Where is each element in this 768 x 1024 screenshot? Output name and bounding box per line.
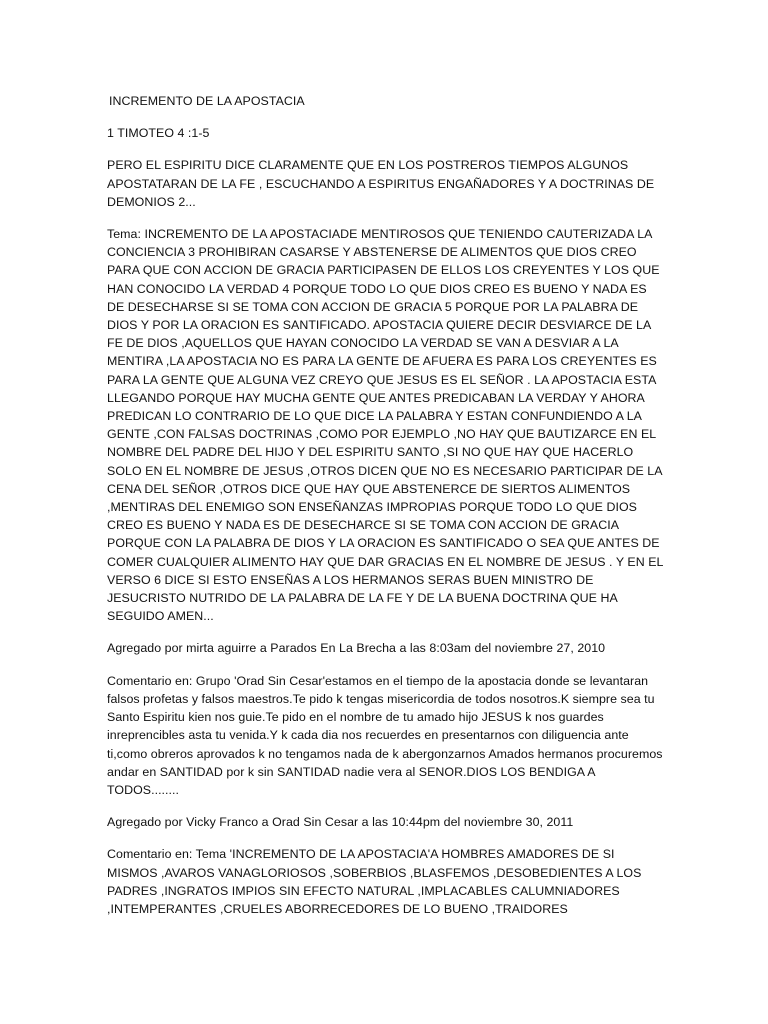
document-title: INCREMENTO DE LA APOSTACIA: [109, 94, 305, 108]
theme-paragraph: Tema: INCREMENTO DE LA APOSTACIADE MENTIROSOS QUE TENIENDO CAUTERIZADA LA CONCIENCIA 3 PROHIBIRAN CASARSE Y ABSTENERSE DE ALIMENTOS QUE DIOS CREO PARA QUE CON ACCION DE GRACIA PARTICIPASEN DE ELLOS LOS CREYENTES Y LOS QUE HAN CONOCIDO LA VERDAD 4 PORQUE TODO LO QUE DIOS CREO ES BUENO Y NADA ES DE DESECHARSE SI SE TOMA CON ACCION DE GRACIA 5 PORQUE POR LA PALABRA DE DIOS Y POR LA ORACION ES SANTIFICADO. APOSTACIA QUIERE DECIR DESVIARCE DE LA FE DE DIOS ,AQUELLOS QUE HAYAN CONOCIDO LA VERDAD SE VAN A DESVIAR A LA MENTIRA ,LA APOSTACIA NO ES PARA LA GENTE DE AFUERA ES PARA LOS CREYENTES ES PARA LA GENTE QUE ALGUNA VEZ CREYO QUE JESUS ES EL SEÑOR . LA APOSTACIA ESTA LLEGANDO PORQUE HAY MUCHA GENTE QUE ANTES PREDICABAN LA VERDAY Y AHORA PREDICAN LO CONTRARIO DE LO QUE DICE LA PALABRA Y ESTAN CONFUNDIENDO A LA GENTE ,CON FALSAS DOCTRINAS ,COMO POR EJEMPLO ,NO HAY QUE BAUTIZARCE EN EL NOMBRE DEL PADRE DEL HIJO Y DEL ESPIRITU SANTO ,SI NO QUE HAY QUE HACERLO SOLO EN EL NOMBRE DE JESUS ,OTROS DICEN QUE NO ES NECESARIO PARTICIPAR DE LA CENA DEL SEÑOR ,OTROS DICE QUE HAY QUE ABSTENERCE DE SIERTOS ALIMENTOS ,MENTIRAS DEL ENEMIGO SON ENSEÑANZAS IMPROPIAS PORQUE TODO LO QUE DIOS CREO ES BUENO Y NADA ES DE DESECHARCE SI SE TOMA CON ACCION DE GRACIA PORQUE CON LA PALABRA DE DIOS Y LA ORACION ES SANTIFICADO O SEA QUE ANTES DE COMER CUALQUIER ALIMENTO HAY QUE DAR GRACIAS EN EL NOMBRE DE JESUS . Y EN EL VERSO 6 DICE SI ESTO ENSEÑAS A LOS HERMANOS SERAS BUEN MINISTRO DE JESUCRISTO NUTRIDO DE LA PALABRA DE LA FE Y DE LA BUENA DOCTRINA QUE HA SEGUIDO AMEN...: [107, 227, 664, 624]
scripture-verse: PERO EL ESPIRITU DICE CLARAMENTE QUE EN LOS POSTREROS TIEMPOS ALGUNOS APOSTATARAN DE LA FE , ESCUCHANDO A ESPIRITUS ENGAÑADORES Y A DOCTRINAS DE DEMONIOS 2...: [107, 158, 655, 209]
document-body: [107, 92, 667, 932]
added-by-line-2: Agregado por Vicky Franco a Orad Sin Cesar a las 10:44pm del noviembre 30, 2011: [107, 815, 574, 830]
scripture-reference: 1 TIMOTEO 4 :1-5: [107, 126, 210, 141]
comment-paragraph-2: Comentario en: Tema 'INCREMENTO DE LA APOSTACIA'A HOMBRES AMADORES DE SI MISMOS ,AVAROS VANAGLORIOSOS ,SOBERBIOS ,BLASFEMOS ,DESOBEDIENTES A LOS PADRES ,INGRATOS IMPIOS SIN EFECTO NATURAL ,IMPLACABLES CALUMNIADORES ,INTEMPERANTES ,CRUELES ABORRECEDORES DE LO BUENO ,TRAIDORES: [107, 847, 642, 916]
added-by-line-1: Agregado por mirta aguirre a Parados En La Brecha a las 8:03am del noviembre 27, 2010: [107, 641, 606, 656]
comment-paragraph-1: Comentario en: Grupo 'Orad Sin Cesar'estamos en el tiempo de la apostacia donde se levantaran falsos profetas y falsos maestros.Te pido k tengas misericordia de todos nosotros.K siempre sea tu Santo Espiritu kien nos guie.Te pido en el nombre de tu amado hijo JESUS k nos guardes inreprencibles asta tu venida.Y k cada dia nos recuerdes en presentarnos con diliguencia ante ti,como obreros aprovados k no tengamos nada de k abergonzarnos Amados hermanos procuremos andar en SANTIDAD por k sin SANTIDAD nadie vera al SENOR.DIOS LOS BENDIGA A TODOS........: [107, 673, 663, 797]
